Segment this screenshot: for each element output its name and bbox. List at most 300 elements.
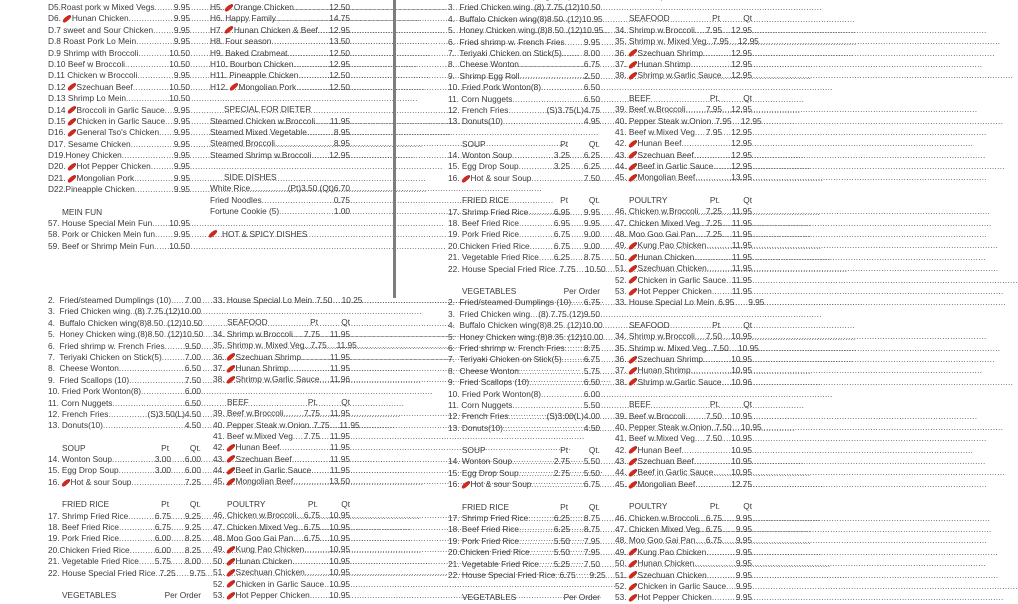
item-price: 9.95 (735, 592, 752, 603)
menu-item (48, 82, 190, 93)
item-name: Pepper Steak w.Onion (224, 419, 310, 430)
menu-section (615, 0, 752, 2)
item-number: 44. (213, 465, 225, 476)
dot-leader (307, 127, 334, 138)
chili-pepper-icon (627, 594, 636, 603)
item-price-pint (718, 0, 734, 2)
item-name: Fried Noodles (210, 194, 262, 205)
item-number: 50. (615, 558, 627, 569)
item-number: 48. (615, 535, 627, 546)
dot-leader (530, 547, 554, 558)
item-name: Bourbon Chicken (227, 58, 294, 69)
menu-item (48, 241, 190, 252)
item-name: Pepper Steak w.Onion (626, 115, 712, 126)
dot-leader (695, 127, 706, 138)
menu-item (615, 36, 759, 47)
menu-item (213, 544, 350, 555)
chili-pepper-icon (225, 444, 234, 453)
item-number: 19. (448, 535, 460, 546)
item-name: House Special Fried Rice (459, 569, 556, 580)
item-price: 11.95 (329, 442, 350, 453)
item-price: 10.95 (731, 444, 752, 455)
menu-column-dinner-specials (48, 2, 190, 252)
item-name: Hunan Beef (637, 138, 682, 149)
item-number: 42. (615, 444, 627, 455)
pt-column-label: Pt. (709, 501, 720, 512)
item-name: Pineapple Chicken (226, 70, 299, 81)
item-name: Kung Pao Chicken (637, 546, 707, 557)
item-number: 37. (615, 365, 627, 376)
dot-leader (695, 25, 706, 36)
menu-item (48, 477, 201, 488)
dot-leader (296, 510, 303, 521)
menu-item (48, 93, 190, 104)
item-name: Beef Fried Rice (459, 218, 520, 229)
qt-column-label: Qt. (588, 195, 600, 206)
menu-item (48, 150, 190, 161)
pt-column-label: Pt (161, 499, 169, 510)
item-name: Fried Pork Wonton(8) (459, 82, 542, 93)
item-number: 22. (448, 263, 460, 274)
item-name: Hot & sour Soup (70, 476, 132, 487)
section-title: SOUP (462, 445, 486, 456)
item-name: Mongolian Beef (235, 476, 294, 487)
menu-item (210, 59, 350, 70)
section-title: POULTRY (629, 501, 668, 512)
dot-leader (318, 25, 329, 36)
item-price-pint: 7.95 (715, 115, 732, 126)
menu-section (48, 499, 206, 579)
item-price-quart: 5.50 (583, 467, 600, 478)
dot-leader (706, 547, 736, 558)
item-price: 9.95 (173, 172, 190, 183)
item-name: Orange Chicken (233, 2, 294, 12)
menu-section (48, 443, 201, 489)
item-number: 36. (615, 47, 627, 58)
item-price: 10.50 (169, 47, 190, 58)
dot-leader (519, 161, 554, 172)
item-name: Fried/steamed Dumplings (10) (454, 297, 572, 308)
item-name: Honey Chicken (65, 150, 122, 161)
item-name: Hunan Chicken (637, 251, 695, 262)
item-price-pint: 7.95 (705, 104, 722, 115)
menu-item (48, 318, 201, 329)
dot-leader (694, 252, 732, 263)
item-number: 13. (448, 116, 460, 127)
item-name: Honey Chicken wing.(8)8.50 (454, 25, 564, 36)
item-number: 21. (448, 252, 460, 263)
item-name: Beef in Garlic Sauce (235, 465, 312, 476)
item-price: (12)10.95 (567, 13, 603, 24)
section-header (213, 317, 350, 328)
item-price: 10.95 (329, 567, 350, 578)
menu-item (210, 195, 350, 206)
item-name: Moo Goo Gai Pan (224, 533, 294, 544)
item-price-quart: 10.95 (329, 521, 350, 532)
qt-column-label: Per Order (563, 285, 600, 296)
section-title: POULTRY (227, 498, 266, 509)
item-name: Chicken Mixed Veg (626, 524, 700, 535)
section-title: POULTRY (629, 194, 668, 205)
menu-item (615, 365, 752, 376)
menu-section (213, 317, 357, 385)
menu-item (615, 411, 752, 422)
dot-leader (691, 59, 732, 70)
item-number: 13. (448, 422, 460, 433)
item-name: Chicken w.Broccoli (224, 510, 297, 521)
dot-leader (686, 104, 706, 115)
item-name: Vegetable Fried Rice (459, 558, 539, 569)
menu-item (213, 510, 350, 521)
item-name: Hunan Shrimp (637, 58, 691, 69)
item-name: Szechuan Shrimp (637, 47, 704, 58)
section-header (615, 93, 752, 104)
item-price-pint: 2.75 (553, 467, 570, 478)
menu-item (615, 592, 752, 603)
item-price: 9.95 (173, 161, 190, 172)
item-price-quart: 11.95 (329, 328, 350, 339)
item-number: 8. (448, 59, 455, 70)
chili-pepper-icon (225, 466, 234, 475)
dot-leader (695, 535, 706, 546)
item-name: Chicken Mixed Veg (224, 521, 298, 532)
item-price: 10.95 (731, 467, 752, 478)
section-title: SEAFOOD (227, 317, 268, 328)
item-price: 6.00 (184, 386, 201, 397)
item-price-pint: 6.95 (553, 218, 570, 229)
item-number: 14. (48, 454, 60, 465)
item-name: Steamed Chicken w.Broccoli (210, 115, 316, 126)
menu-item (448, 423, 600, 434)
item-name: Szechuan Chicken (235, 567, 305, 578)
item-price-quart: 7.95 (583, 535, 600, 546)
item-price-quart: 8.00 (184, 556, 201, 567)
item-price-quart: 10.95 (740, 421, 762, 432)
qt-column-label: Qt. (588, 138, 600, 149)
menu-item (615, 547, 752, 558)
item-name: Szechuan Beef (637, 149, 694, 160)
item-name: Szechuan Chicken (637, 263, 707, 274)
menu-item (615, 206, 752, 217)
menu-item (48, 556, 201, 567)
menu-item (448, 48, 600, 59)
item-name: Chicken Fried Rice (459, 547, 530, 558)
menu-section (210, 172, 350, 218)
section-title: SOUP (462, 138, 486, 149)
item-price: 12.95 (731, 58, 752, 69)
item-name: Steamed Broccoli (210, 138, 276, 149)
item-price: 12.95 (329, 58, 350, 69)
dot-leader (292, 556, 329, 567)
item-name: Beef Fried Rice (459, 524, 520, 535)
menu-item (448, 82, 600, 93)
menu-item (448, 25, 604, 36)
section-header (448, 286, 600, 297)
item-number: 40. (615, 421, 627, 432)
section-title: SOUP (62, 442, 86, 453)
page-divider (393, 0, 396, 298)
pt-column-label: Pt (560, 195, 568, 206)
item-price: 12.95 (731, 70, 752, 81)
item-price: 11.95 (731, 251, 752, 262)
chili-pepper-icon (627, 242, 636, 251)
section-title: VEGETABLES (462, 592, 517, 603)
item-number: 38. (615, 70, 627, 81)
item-price-quart: 8.75 (583, 252, 600, 263)
item-price: (8) 7.75.(12)9.50 (538, 308, 600, 319)
dot-leader (139, 556, 155, 567)
item-price-quart: 11.95 (339, 419, 360, 430)
item-name: Chicken in Garlic Sauce (76, 115, 166, 126)
menu-item (213, 442, 350, 453)
menu-item (48, 218, 190, 229)
item-name: Szechuan Chicken (637, 569, 707, 580)
menu-item (213, 465, 350, 476)
item-price-quart: 9.95 (735, 535, 752, 546)
dot-leader (119, 363, 185, 374)
menu-section (448, 195, 606, 275)
item-number: 18. (48, 522, 60, 533)
item-number: 53. (213, 589, 225, 600)
dot-leader (519, 71, 583, 82)
item-price: 7.50 (583, 172, 600, 183)
item-price: (S)3.00(L)4.00 (546, 411, 600, 422)
item-number: 18. (448, 524, 460, 535)
item-number: 51. (615, 569, 627, 580)
menu-section (615, 399, 762, 490)
section-title: MEIN FUN (62, 206, 103, 217)
item-price-pint: 6.75 (559, 569, 576, 580)
item-price-pint: 6.75 (303, 521, 320, 532)
item-name: Mongolian Beef (637, 478, 696, 489)
menu-section (48, 207, 190, 253)
item-price-quart: 11.95 (731, 217, 752, 228)
item-number: 10. (48, 386, 60, 397)
qt-column-label: Qt. (588, 501, 600, 512)
item-name: Wonton Soup (459, 150, 512, 161)
menu-item (48, 161, 190, 172)
section-header (615, 320, 752, 331)
item-name: Donuts(10) (59, 420, 103, 431)
item-price-pint: 7.95 (705, 126, 722, 137)
item-number: 3. (448, 308, 455, 319)
menu-item (48, 465, 201, 476)
menu-item (615, 570, 752, 581)
item-price-quart: 12.95 (738, 36, 759, 47)
item-price-pint: 7.95 (712, 36, 729, 47)
menu-item (213, 454, 350, 465)
menu-item (213, 533, 350, 544)
item-name: French Fries (459, 411, 509, 422)
menu-item (48, 522, 201, 533)
chili-pepper-icon (225, 580, 234, 589)
item-name: French Fries (59, 408, 109, 419)
section-header (210, 104, 350, 115)
dot-leader (288, 48, 330, 59)
item-name: Beef w.Mixed Veg (626, 433, 695, 444)
item-price-quart: 9.95 (748, 297, 765, 308)
item-price-pint: 7.25 (705, 217, 722, 228)
item-name: Chicken in Garlic Sauce (235, 578, 325, 589)
item-price: 4.50 (583, 422, 600, 433)
dot-leader (707, 570, 736, 581)
item-price: 9.95 (173, 70, 190, 81)
dot-leader (126, 93, 169, 104)
section-header (48, 590, 201, 601)
item-price-pint: 6.75 (154, 510, 171, 521)
item-number: 6. (448, 36, 455, 47)
item-price: 11.95 (731, 240, 752, 251)
item-name: Four season (222, 36, 272, 47)
item-price-quart: 6.25 (583, 150, 600, 161)
item-price: 12.95 (329, 24, 350, 35)
qt-column-label: Qt (743, 92, 752, 103)
item-price-quart: 8.75 (583, 524, 600, 535)
menu-item (448, 71, 600, 82)
item-price-pint: 7.75 (313, 419, 330, 430)
menu-item (615, 456, 752, 467)
item-name: Fried Pork Wonton(8) (459, 388, 542, 399)
item-number: 40. (213, 419, 225, 430)
menu-item (615, 421, 762, 433)
item-number: 53. (615, 285, 627, 296)
pt-column-label: Pt. (307, 396, 318, 407)
dot-leader (128, 511, 155, 522)
item-price-pint: 6.75 (705, 512, 722, 523)
item-number: D22. (48, 184, 66, 195)
menu-item (615, 127, 752, 138)
dot-leader (133, 82, 169, 93)
section-header (448, 195, 600, 206)
dot-leader (293, 431, 304, 442)
item-name: Chicken w.Broccoli (626, 512, 699, 523)
dot-leader (565, 343, 584, 354)
dot-leader (712, 286, 732, 297)
item-price-pint: 6.00 (154, 533, 171, 544)
item-name: Kung Pao Chicken (637, 240, 707, 251)
item-name: Chicken w.Broccoli (626, 206, 699, 217)
menu-item (48, 363, 201, 374)
dot-leader (721, 377, 731, 388)
item-price: 6.00 (583, 388, 600, 399)
item-price-pint: 7.75 (310, 340, 327, 351)
item-name: Pork Fried Rice (459, 535, 520, 546)
item-number: D5. (48, 2, 61, 12)
item-number: 46. (213, 510, 225, 521)
item-price: 12.95 (731, 161, 752, 172)
menu-item (48, 59, 190, 70)
item-name: White Rice (210, 183, 251, 194)
menu-column-house-specials (210, 2, 350, 218)
item-price: 10.95 (329, 555, 350, 566)
menu-item (48, 454, 201, 465)
dot-leader (315, 116, 330, 127)
dot-leader (698, 206, 705, 217)
qt-column-label: Qt (743, 399, 752, 410)
qt-column-label: Qt (341, 396, 350, 407)
dot-leader (519, 536, 554, 547)
dot-leader (512, 456, 554, 467)
dot-leader (703, 354, 731, 365)
item-price: 12.50 (329, 2, 350, 12)
menu-item (210, 13, 350, 24)
item-number: 43. (213, 453, 225, 464)
item-price: 9.95 (735, 558, 752, 569)
menu-item (448, 263, 606, 275)
item-price-pint: 7.25 (159, 567, 176, 578)
item-name: Moo Goo Gai Pan (626, 535, 696, 546)
item-price: 10.50 (169, 93, 190, 104)
item-price-pint: 6.75 (303, 533, 320, 544)
item-price-quart: 10.50 (584, 263, 606, 274)
menu-section (615, 92, 762, 184)
item-price: (S)3.75(L)4.75 (546, 104, 600, 115)
menu-item (48, 116, 190, 127)
item-price: 7.50 (184, 374, 201, 385)
dot-leader (512, 94, 583, 105)
item-name: Shrimp w. Mixed Veg. (224, 340, 307, 351)
item-price-pint: 7.25 (705, 229, 722, 240)
item-name: Fried Chicken wing (54, 306, 131, 317)
section-header (448, 502, 600, 513)
item-price: 10.95 (731, 456, 752, 467)
item-price: 6.50 (583, 93, 600, 104)
dot-leader (503, 116, 584, 127)
dot-leader (165, 105, 174, 116)
menu-item (210, 183, 350, 194)
item-number: 51. (615, 263, 627, 274)
menu-item (615, 275, 752, 286)
item-number: 38. (615, 376, 627, 387)
menu-item (48, 2, 190, 13)
item-price: 12.50 (329, 70, 350, 81)
item-price: 7.00 (184, 295, 201, 305)
item-price-pint: 5.50 (553, 547, 570, 558)
dot-leader (519, 524, 554, 535)
chili-pepper-icon (66, 163, 75, 172)
menu-section (210, 2, 350, 93)
item-name: Chicken in Garlic Sauce (637, 580, 727, 591)
item-number: 52. (615, 274, 627, 285)
dot-leader (125, 59, 169, 70)
chili-pepper-icon (627, 559, 636, 568)
dot-leader (154, 241, 169, 252)
menu-item (615, 48, 752, 59)
menu-item (213, 567, 350, 578)
item-name: Fried Scallops (10) (454, 377, 530, 388)
item-name: Mongolian Beef (637, 172, 696, 183)
section-title: FRIED RICE (462, 195, 510, 206)
item-name: Egg Drop Soup (459, 467, 519, 478)
item-number: 36. (615, 353, 627, 364)
qt-column-label: Qt (743, 13, 752, 24)
item-price-quart: 10.25 (341, 295, 363, 305)
item-price-quart: 9.95 (583, 206, 600, 217)
menu-item (213, 352, 350, 363)
item-name: Pepper Steak w.Onion (626, 421, 712, 432)
item-price: 6.75 (583, 354, 600, 365)
chili-pepper-icon (627, 582, 636, 591)
menu-item (48, 398, 201, 409)
item-name (627, 0, 715, 2)
dot-leader (519, 59, 584, 70)
item-price: 12.50 (329, 81, 350, 92)
dot-leader (695, 229, 706, 240)
dot-leader (131, 477, 184, 488)
item-price: 9.95 (173, 127, 190, 138)
menu-item (48, 420, 201, 431)
item-number: 48. (213, 533, 225, 544)
